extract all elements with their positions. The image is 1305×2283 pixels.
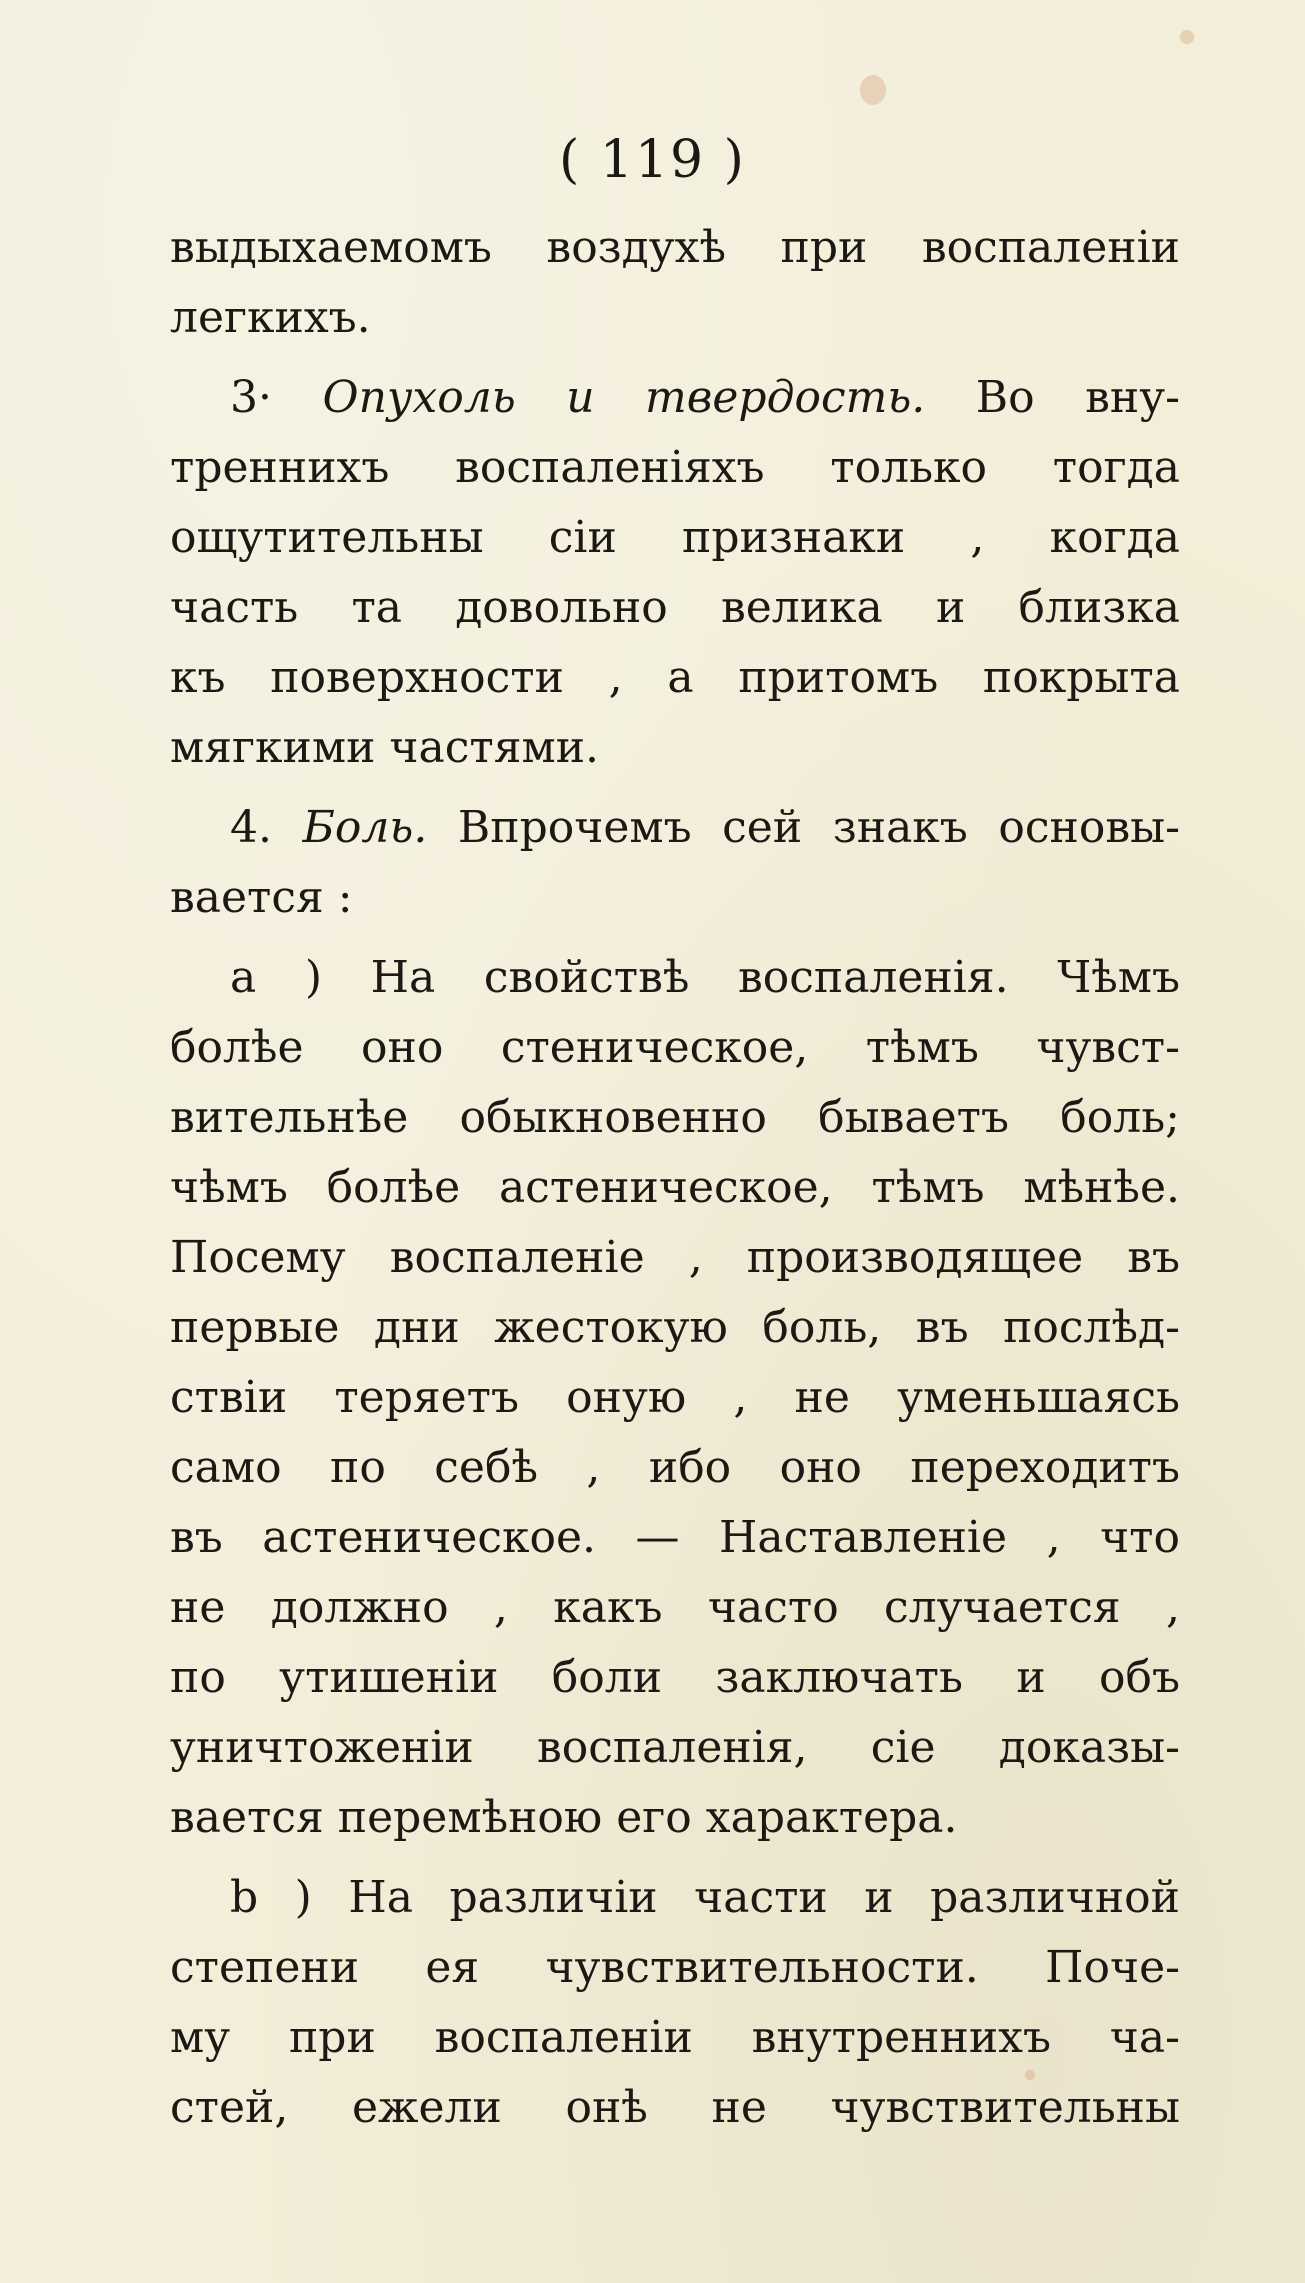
text-line: стей, ежели онѣ не чувствительны [170, 2082, 1180, 2133]
text-line: легкихъ. [170, 292, 371, 343]
text-line: выдыхаемомъ воздухѣ при воспаленіи [170, 222, 1180, 273]
text-line: чѣмъ болѣе астеническое, тѣмъ мѣнѣе. [170, 1162, 1180, 1213]
text-line: степени ея чувствительности. Поче- [170, 1942, 1180, 1993]
section-heading-line [170, 363, 1180, 433]
text-segment: Впрочемъ сей знакъ основы- [457, 802, 1180, 853]
text-line: вается перемѣною его характера. [170, 1792, 958, 1843]
text-line: му при воспаленіи внутреннихъ ча- [170, 2012, 1180, 2063]
text-line: къ поверхности , а притомъ покрыта [170, 652, 1180, 703]
text-line: въ астеническое. — Наставленіе , что [170, 1512, 1180, 1563]
section-heading-line [170, 793, 1180, 863]
body-text [170, 213, 1180, 2143]
text-line: вительнѣе обыкновенно бываетъ боль; [170, 1092, 1180, 1143]
text-line: тренниxъ воспаленіяхъ только тогда [170, 442, 1180, 493]
section-heading: Боль. [302, 802, 428, 853]
text-line: Посему воспаленіе , производящее въ [170, 1232, 1180, 1283]
page-number: ( 119 ) [559, 130, 746, 190]
text-line: вается : [170, 872, 353, 923]
text-line: не должно , какъ часто случается , [170, 1582, 1180, 1633]
text-line: ощутительны сіи признаки , когда [170, 512, 1180, 563]
section-number: 3· [230, 372, 272, 423]
text-line: первые дни жестокую боль, въ послѣд- [170, 1302, 1180, 1353]
text-line: a ) На свойствѣ воспаленія. Чѣмъ [230, 952, 1180, 1003]
text-line: уничтоженіи воспаленія, сіе доказы- [170, 1722, 1180, 1773]
paper-stain [1180, 30, 1194, 44]
text-line: ствіи теряетъ оную , не уменьшаясь [170, 1372, 1180, 1423]
text-line: часть та довольно велика и близка [170, 582, 1180, 633]
text-line: само по себѣ , ибо оно переходитъ [170, 1442, 1180, 1493]
text-line: болѣе оно стеническое, тѣмъ чувст- [170, 1022, 1180, 1073]
text-line: по утишеніи боли заключать и объ [170, 1652, 1180, 1703]
text-line: мягкими частями. [170, 722, 599, 773]
text-line: b ) На различіи части и различной [230, 1872, 1180, 1923]
section-number: 4. [230, 802, 272, 853]
text-segment: Во вну- [975, 372, 1180, 423]
paper-stain [860, 75, 886, 105]
section-heading: Опухоль и твердость. [322, 372, 926, 423]
